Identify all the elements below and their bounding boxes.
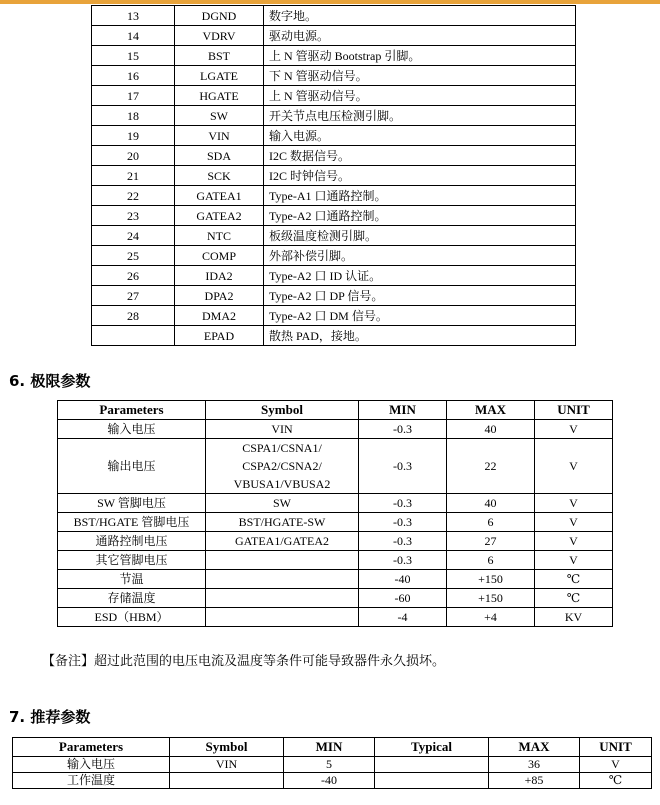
- min-cell: -40: [284, 773, 375, 789]
- min-cell: 5: [284, 757, 375, 773]
- min-cell: -0.3: [359, 532, 447, 551]
- pin-description: 上 N 管驱动 Bootstrap 引脚。: [264, 46, 576, 66]
- table-row: [58, 570, 613, 589]
- table-row: [92, 266, 576, 286]
- pin-number: 17: [92, 86, 175, 106]
- pin-description: Type-A1 口通路控制。: [264, 186, 576, 206]
- col-header-symbol: Symbol: [206, 401, 359, 420]
- min-cell: -0.3: [359, 439, 447, 494]
- pin-number: 19: [92, 126, 175, 146]
- min-cell: -40: [359, 570, 447, 589]
- unit-cell: V: [580, 757, 652, 773]
- max-cell: 6: [447, 513, 535, 532]
- table-row: [92, 146, 576, 166]
- section-6-title: 6. 极限参数: [9, 372, 91, 390]
- pin-name: SCK: [175, 166, 264, 186]
- pin-name: LGATE: [175, 66, 264, 86]
- symbol-cell: [170, 773, 284, 789]
- pin-number: 16: [92, 66, 175, 86]
- section-7-title: 7. 推荐参数: [9, 708, 91, 726]
- table-row: [58, 551, 613, 570]
- param-cell: BST/HGATE 管脚电压: [58, 513, 206, 532]
- param-cell: 节温: [58, 570, 206, 589]
- recommended-table: [12, 737, 652, 789]
- param-cell: 输入电压: [13, 757, 170, 773]
- unit-cell: V: [535, 439, 613, 494]
- pin-name: SDA: [175, 146, 264, 166]
- pin-name: DGND: [175, 6, 264, 26]
- pin-number: 13: [92, 6, 175, 26]
- pin-number: 20: [92, 146, 175, 166]
- col-header-parameters: Parameters: [13, 738, 170, 757]
- pin-number: [92, 326, 175, 346]
- pin-description: 开关节点电压检测引脚。: [264, 106, 576, 126]
- col-header-max: MAX: [489, 738, 580, 757]
- symbol-cell: [206, 551, 359, 570]
- col-header-symbol: Symbol: [170, 738, 284, 757]
- table-row: [92, 186, 576, 206]
- max-cell: 36: [489, 757, 580, 773]
- table-header-row: [13, 738, 652, 757]
- col-header-unit: UNIT: [535, 401, 613, 420]
- table-row: [92, 326, 576, 346]
- table-row: [92, 46, 576, 66]
- unit-cell: V: [535, 420, 613, 439]
- unit-cell: V: [535, 532, 613, 551]
- pin-description: 下 N 管驱动信号。: [264, 66, 576, 86]
- col-header-min: MIN: [284, 738, 375, 757]
- unit-cell: V: [535, 513, 613, 532]
- table-row: [58, 608, 613, 627]
- pin-number: 14: [92, 26, 175, 46]
- unit-cell: KV: [535, 608, 613, 627]
- pin-number: 28: [92, 306, 175, 326]
- param-cell: 输入电压: [58, 420, 206, 439]
- min-cell: -4: [359, 608, 447, 627]
- table-row: [92, 6, 576, 26]
- param-cell: 通路控制电压: [58, 532, 206, 551]
- pin-name: HGATE: [175, 86, 264, 106]
- pin-name: GATEA1: [175, 186, 264, 206]
- pin-name: BST: [175, 46, 264, 66]
- pin-description: Type-A2 口 DP 信号。: [264, 286, 576, 306]
- pin-description: 外部补偿引脚。: [264, 246, 576, 266]
- table-row: [92, 306, 576, 326]
- table-row: [92, 246, 576, 266]
- pin-name: DMA2: [175, 306, 264, 326]
- unit-cell: V: [535, 494, 613, 513]
- pin-description: 驱动电源。: [264, 26, 576, 46]
- symbol-cell: [206, 589, 359, 608]
- pin-name: IDA2: [175, 266, 264, 286]
- table-header-row: [58, 401, 613, 420]
- unit-cell: ℃: [535, 589, 613, 608]
- pin-description: 输入电源。: [264, 126, 576, 146]
- symbol-cell: BST/HGATE-SW: [206, 513, 359, 532]
- pin-name: VIN: [175, 126, 264, 146]
- pin-description: Type-A2 口 DM 信号。: [264, 306, 576, 326]
- symbol-cell: CSPA1/CSNA1/ CSPA2/CSNA2/ VBUSA1/VBUSA2: [206, 439, 359, 494]
- pin-description: Type-A2 口 ID 认证。: [264, 266, 576, 286]
- col-header-parameters: Parameters: [58, 401, 206, 420]
- table-row: [58, 494, 613, 513]
- max-cell: 22: [447, 439, 535, 494]
- typical-cell: [375, 773, 489, 789]
- param-cell: 存储温度: [58, 589, 206, 608]
- table-row: [92, 226, 576, 246]
- max-cell: +150: [447, 589, 535, 608]
- table-row: [13, 773, 652, 789]
- pin-name: DPA2: [175, 286, 264, 306]
- min-cell: -0.3: [359, 494, 447, 513]
- table-row: [92, 66, 576, 86]
- pin-number: 23: [92, 206, 175, 226]
- pin-number: 27: [92, 286, 175, 306]
- typical-cell: [375, 757, 489, 773]
- param-cell: ESD（HBM）: [58, 608, 206, 627]
- pin-name: EPAD: [175, 326, 264, 346]
- pin-name: COMP: [175, 246, 264, 266]
- pin-description-table: [91, 5, 576, 346]
- table-row: [58, 420, 613, 439]
- min-cell: -0.3: [359, 513, 447, 532]
- pin-description: 数字地。: [264, 6, 576, 26]
- header-rule: [0, 0, 660, 4]
- table-row: [92, 126, 576, 146]
- pin-number: 15: [92, 46, 175, 66]
- max-cell: +4: [447, 608, 535, 627]
- min-cell: -0.3: [359, 551, 447, 570]
- max-cell: 40: [447, 494, 535, 513]
- param-cell: 工作温度: [13, 773, 170, 789]
- table-row: [92, 206, 576, 226]
- table-row: [92, 86, 576, 106]
- pin-number: 26: [92, 266, 175, 286]
- note-text: 【备注】超过此范围的电压电流及温度等条件可能导致器件永久损坏。: [42, 654, 446, 669]
- max-cell: 40: [447, 420, 535, 439]
- table-row: [58, 439, 613, 494]
- table-row: [58, 513, 613, 532]
- pin-description: I2C 数据信号。: [264, 146, 576, 166]
- max-cell: 6: [447, 551, 535, 570]
- min-cell: -0.3: [359, 420, 447, 439]
- unit-cell: V: [535, 551, 613, 570]
- unit-cell: ℃: [580, 773, 652, 789]
- symbol-cell: VIN: [170, 757, 284, 773]
- symbol-cell: SW: [206, 494, 359, 513]
- pin-number: 22: [92, 186, 175, 206]
- pin-name: NTC: [175, 226, 264, 246]
- symbol-cell: [206, 608, 359, 627]
- param-cell: SW 管脚电压: [58, 494, 206, 513]
- pin-description: 板级温度检测引脚。: [264, 226, 576, 246]
- pin-name: SW: [175, 106, 264, 126]
- absolute-max-table: [57, 400, 613, 627]
- pin-number: 18: [92, 106, 175, 126]
- pin-number: 24: [92, 226, 175, 246]
- pin-name: VDRV: [175, 26, 264, 46]
- table-row: [58, 532, 613, 551]
- pin-description: 散热 PAD，接地。: [264, 326, 576, 346]
- col-header-min: MIN: [359, 401, 447, 420]
- col-header-typical: Typical: [375, 738, 489, 757]
- max-cell: +150: [447, 570, 535, 589]
- pin-description: I2C 时钟信号。: [264, 166, 576, 186]
- pin-description: 上 N 管驱动信号。: [264, 86, 576, 106]
- pin-number: 21: [92, 166, 175, 186]
- col-header-max: MAX: [447, 401, 535, 420]
- symbol-cell: VIN: [206, 420, 359, 439]
- table-row: [13, 757, 652, 773]
- unit-cell: ℃: [535, 570, 613, 589]
- param-cell: 输出电压: [58, 439, 206, 494]
- table-row: [92, 286, 576, 306]
- symbol-cell: GATEA1/GATEA2: [206, 532, 359, 551]
- symbol-cell: [206, 570, 359, 589]
- pin-number: 25: [92, 246, 175, 266]
- min-cell: -60: [359, 589, 447, 608]
- max-cell: +85: [489, 773, 580, 789]
- pin-description: Type-A2 口通路控制。: [264, 206, 576, 226]
- param-cell: 其它管脚电压: [58, 551, 206, 570]
- max-cell: 27: [447, 532, 535, 551]
- pin-name: GATEA2: [175, 206, 264, 226]
- table-row: [92, 26, 576, 46]
- table-row: [92, 166, 576, 186]
- table-row: [58, 589, 613, 608]
- col-header-unit: UNIT: [580, 738, 652, 757]
- table-row: [92, 106, 576, 126]
